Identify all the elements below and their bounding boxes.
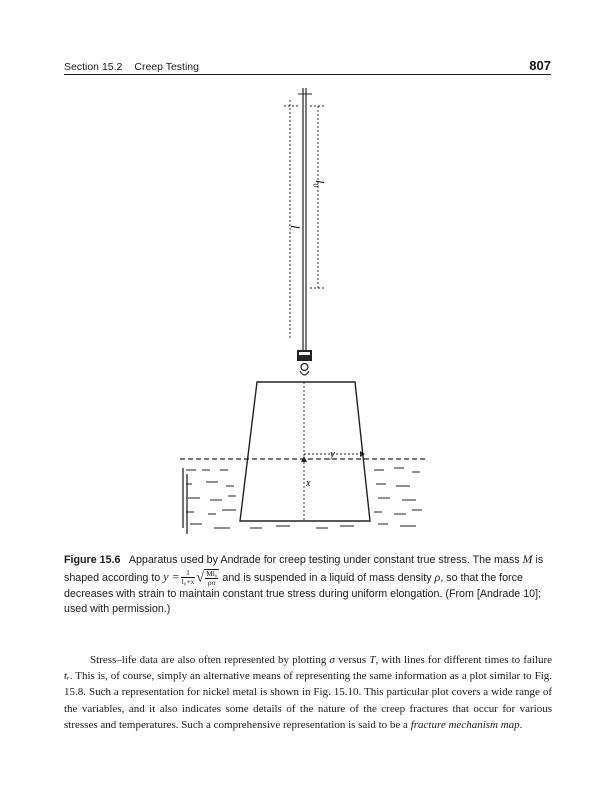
eq-sqrt: √ $\frac{\text{Ml₀}}{\rho\sigma}$ xyxy=(196,568,218,587)
body-paragraph: Stress–life data are also often represented by plotting σ versus T, with lines for different times to failure tᵣ. This is, of course, simply an alternative means of representing the same information as a plot similar to Fig. 15.8. Such a representation for nickel metal is shown in Fig. 15.10. This particular plot covers a wide range of the variables, and it also indicates some details of the nature of the creep fractures that occur for various stresses and temperatures. Such a comprehensive representation is said to be a fracture mechanism map. xyxy=(64,654,553,731)
caption-var-rho: ρ xyxy=(434,569,441,584)
page-number: 807 xyxy=(529,58,551,73)
dimension-l xyxy=(284,100,303,340)
caption-var-M: M xyxy=(522,552,533,566)
label-x: x xyxy=(306,478,311,489)
label-l: l xyxy=(288,225,303,229)
symbol-T: T xyxy=(369,654,376,666)
section-title: Creep Testing xyxy=(134,61,199,73)
label-y: y xyxy=(330,448,335,460)
symbol-sigma: σ xyxy=(329,654,335,666)
term-fracture-mechanism-map: fracture mechanism map xyxy=(410,718,520,731)
shaped-mass xyxy=(240,382,370,521)
dimension-l0 xyxy=(310,106,327,288)
header-rule xyxy=(64,74,551,75)
caption-text-2: is shaped according to xyxy=(64,554,544,584)
specimen-wire xyxy=(298,88,312,350)
caption-text-4: , so that the force decreases with strain to maintain constant true stress during uniform elongation. (From [Andrade 10]; used with permission.) xyxy=(64,571,542,615)
figure-label: Figure 15.6 xyxy=(64,554,121,566)
figure-caption xyxy=(64,552,552,618)
shape-equation xyxy=(163,569,219,587)
section-info xyxy=(64,61,199,73)
caption-text-3: and is suspended in a liquid of mass density xyxy=(222,571,432,584)
label-l0: l₀ xyxy=(313,180,327,188)
eq-lhs: y = xyxy=(163,569,180,584)
section-number: Section 15.2 xyxy=(64,61,123,73)
eq-sqrt-fraction: $\frac{\text{Ml₀}}{\rho\sigma}$ xyxy=(206,568,218,587)
andrade-apparatus-figure xyxy=(150,88,450,538)
symbol-tr: tᵣ xyxy=(64,670,70,683)
eq-fraction: $\frac{1}{\text{l₀+x}}$ xyxy=(181,568,195,586)
grip-clamp xyxy=(297,350,312,375)
caption-text-1: Apparatus used by Andrade for creep testing under constant true stress. The mass xyxy=(128,554,520,566)
